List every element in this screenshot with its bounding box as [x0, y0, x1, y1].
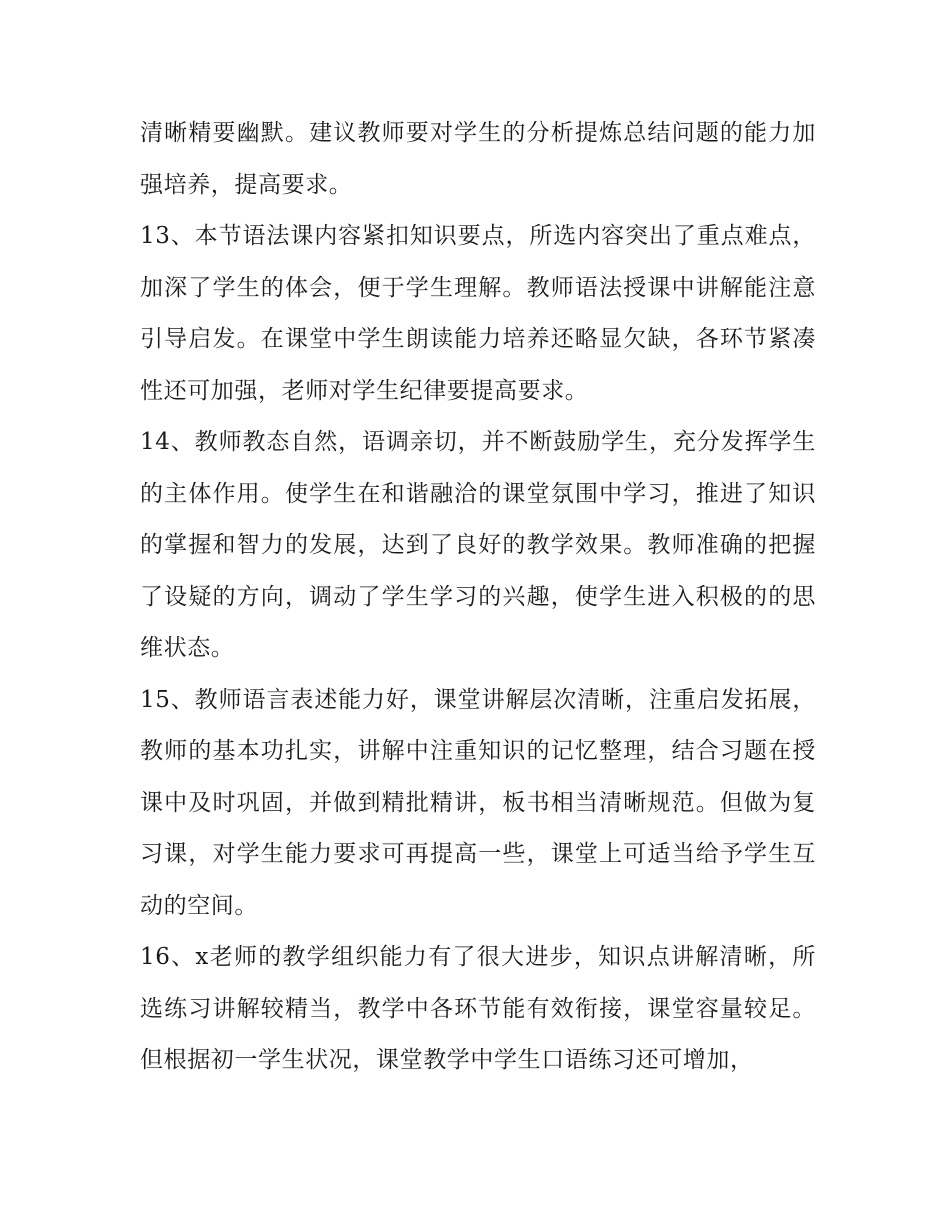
paragraph-14: 14、教师教态自然，语调亲切，并不断鼓励学生，充分发挥学生的主体作用。使学生在和谐融洽的课堂氛围中学习，推进了知识的掌握和智力的发展，达到了良好的教学效果。教师准确的把握了设疑的方向，调动了学生学习的兴趣，使学生进入积极的的思维状态。 [140, 429, 816, 661]
paragraph-13: 13、本节语法课内容紧扣知识要点，所选内容突出了重点难点，加深了学生的体会，便于学生理解。教师语法授课中讲解能注意引导启发。在课堂中学生朗读能力培养还略显欠缺，各环节紧凑性还可加强，老师对学生纪律要提高要求。 [140, 223, 816, 404]
paragraph-15: 15、教师语言表述能力好，课堂讲解层次清晰，注重启发拓展，教师的基本功扎实，讲解中注重知识的记忆整理，结合习题在授课中及时巩固，并做到精批精讲，板书相当清晰规范。但做为复习课，对学生能力要求可再提高一些，课堂上可适当给予学生互动的空间。 [140, 686, 816, 919]
paragraph-continued: 清晰精要幽默。建议教师要对学生的分析提炼总结问题的能力加强培养，提高要求。 [140, 120, 816, 198]
document-page [140, 108, 816, 1087]
paragraph-16: 16、x老师的教学组织能力有了很大进步，知识点讲解清晰，所选练习讲解较精当，教学中各环节能有效衔接，课堂容量较足。但根据初一学生状况，课堂教学中学生口语练习还可增加， [140, 944, 816, 1073]
